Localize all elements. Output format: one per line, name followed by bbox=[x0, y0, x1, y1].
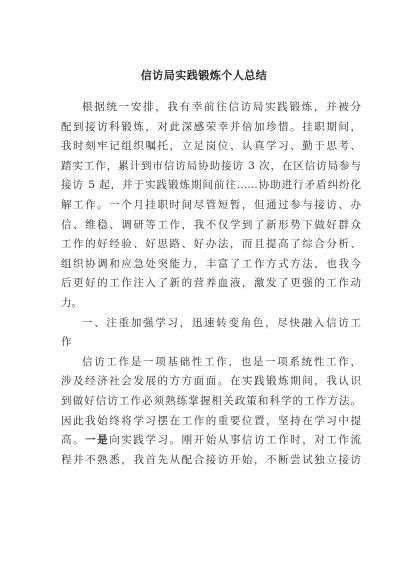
section-heading-line: 作 bbox=[61, 336, 72, 349]
paragraph-line: 涉及经济社会发展的方方面面。在实践锻炼期间，我认识 bbox=[61, 375, 361, 388]
paragraph-line-with-emphasis bbox=[61, 431, 361, 451]
paragraph-line: 踏实工作，累计到市信访局协助接访 3 次，在区信访局参与 bbox=[61, 159, 361, 172]
paragraph-line: 程并不熟悉，我首先从配合接访开始，不断尝试独立接访 bbox=[61, 453, 361, 466]
paragraph-line: 组织协调和应急处突能力，丰富了工作方式方法，也我今 bbox=[61, 257, 361, 270]
section-heading-line: 一、注重加强学习，迅速转变角色，尽快融入信访工 bbox=[82, 316, 361, 329]
paragraph-line: 我时刻牢记组织嘱托，立足岗位、认真学习、勤于思考、 bbox=[61, 140, 361, 153]
paragraph-line: 因此我始终将学习摆在工作的重要位置，坚持在学习中提 bbox=[61, 414, 361, 427]
paragraph-line: 根据统一安排，我有幸前往信访局实践锻炼，并被分 bbox=[82, 101, 361, 113]
paragraph-line: 接访 5 起，并于实践锻炼期间前往……协助进行矛盾纠纷化 bbox=[61, 179, 361, 192]
paragraph-line: 信、维稳、调研等工作，我不仅学到了新形势下做好群众 bbox=[61, 218, 361, 231]
paragraph-line: 解工作。一个月挂职时间尽管短暂，但通过参与接访、办 bbox=[61, 198, 361, 211]
line-rest: 向实践学习。刚开始从事信访工作时，对工作流 bbox=[109, 434, 361, 447]
paragraph-line: 到做好信访工作必须熟练掌握相关政策和科学的工作方法。 bbox=[61, 394, 361, 407]
paragraph-line: 力。 bbox=[61, 296, 82, 309]
paragraph-line: 配到接访科锻炼，对此深感荣幸并倍加珍惜。挂职期间， bbox=[61, 120, 361, 133]
emphasis-text: 一是 bbox=[85, 434, 110, 447]
paragraph-line: 工作的好经验、好思路、好办法，而且提高了综合分析、 bbox=[61, 238, 361, 251]
line-prefix: 高。 bbox=[61, 434, 86, 447]
document-title: 信访局实践锻炼个人总结 bbox=[140, 69, 268, 82]
document-body bbox=[61, 98, 361, 470]
paragraph-line: 信访工作是一项基础性工作，也是一项系统性工作， bbox=[82, 355, 361, 368]
paragraph-line: 后更好的工作注入了新的营养血液，激发了更强的工作动 bbox=[61, 277, 361, 290]
